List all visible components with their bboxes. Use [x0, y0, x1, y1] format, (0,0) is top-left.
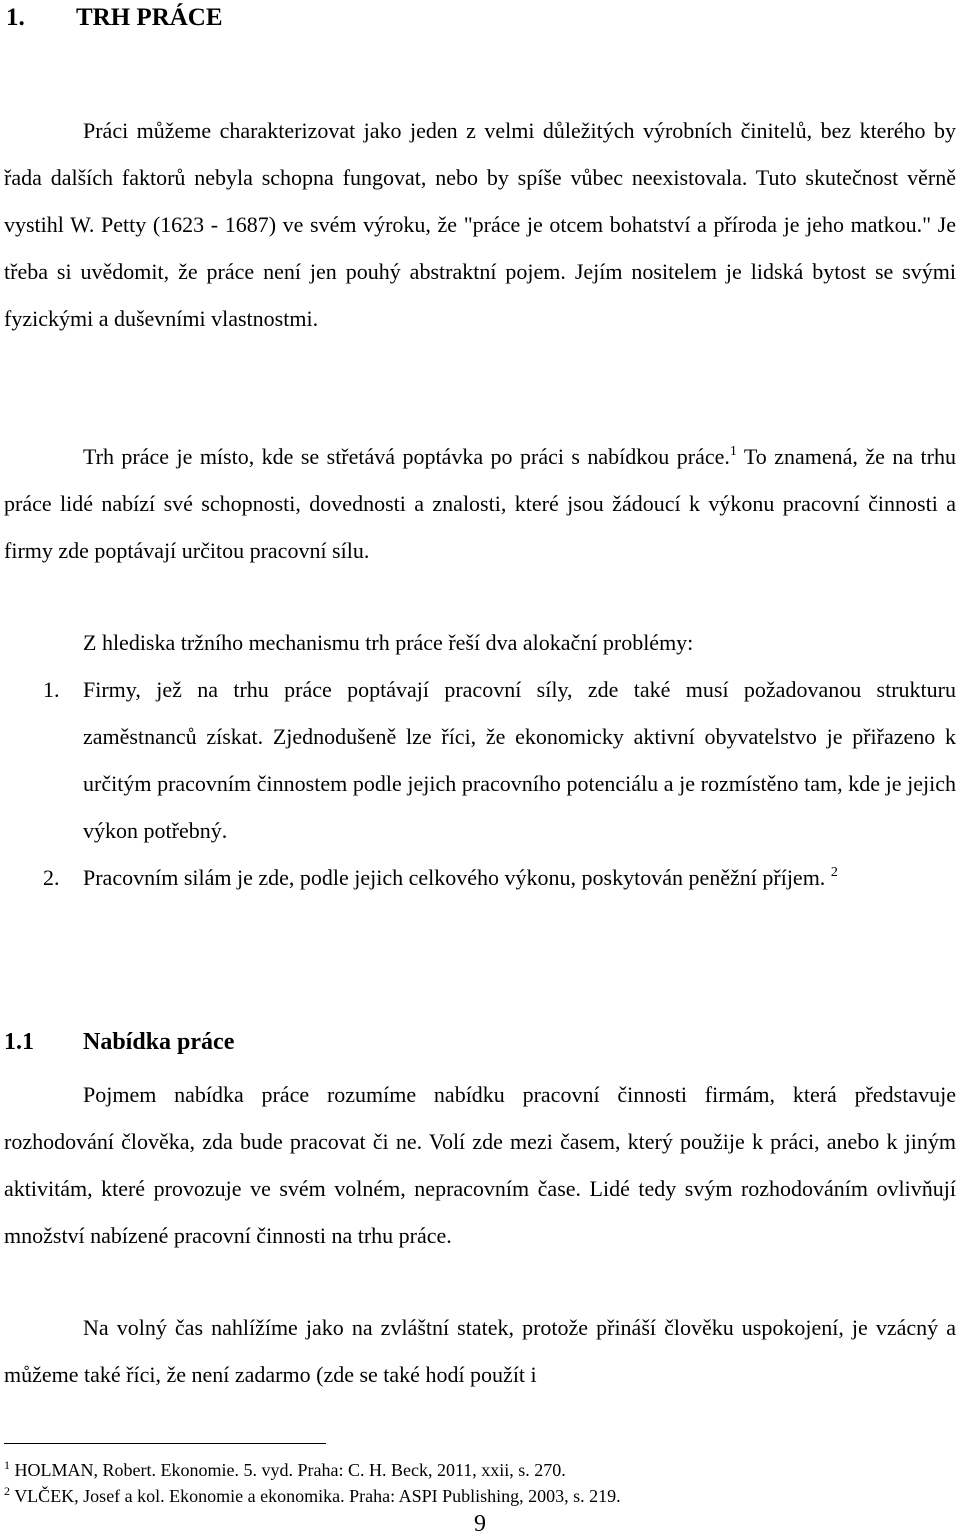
chapter-title: TRH PRÁCE	[76, 4, 223, 31]
footnote-ref-2[interactable]: 2	[830, 865, 838, 880]
paragraph-text-after-ref: To znamená, že na trhu práce lidé nabízí své schopnosti, dovednosti a znalosti, které jsou žádoucí k výkonu pracovní činnosti a firmy zde poptávají určitou pracovní sílu.	[4, 444, 956, 563]
footnote-number: 2	[4, 1484, 10, 1498]
footnote-1	[4, 1458, 566, 1482]
section-heading	[4, 1026, 234, 1058]
list-item-text: Pracovním silám je zde, podle jejich celkového výkonu, poskytován peněžní příjem.	[83, 865, 826, 890]
list-item	[4, 666, 956, 854]
footnote-text: VLČEK, Josef a kol. Ekonomie a ekonomika. Praha: ASPI Publishing, 2003, s. 219.	[14, 1486, 621, 1506]
footnote-text: HOLMAN, Robert. Ekonomie. 5. vyd. Praha: C. H. Beck, 2011, xxii, s. 270.	[14, 1460, 566, 1480]
list-marker: 2.	[43, 865, 60, 890]
allocation-problems-list	[4, 666, 956, 901]
list-marker: 1.	[43, 677, 60, 702]
paragraph-leisure: Na volný čas nahlížíme jako na zvláštní statek, protože přináší člověku uspokojení, je vzácný a můžeme také říci, že není zadarmo (zde se také hodí použít i	[4, 1315, 956, 1387]
chapter-heading	[6, 2, 223, 34]
footnote-separator	[4, 1443, 326, 1444]
paragraph-labor-market-definition	[4, 433, 956, 574]
footnote-ref-1[interactable]: 1	[729, 444, 737, 459]
paragraph-allocation-problems-intro: Z hlediska tržního mechanismu trh práce řeší dva alokační problémy:	[83, 630, 694, 655]
section-number: 1.1	[4, 1029, 34, 1055]
page-number: 9	[474, 1511, 486, 1537]
footnote-number: 1	[4, 1458, 10, 1472]
paragraph-intro: Práci můžeme charakterizovat jako jeden z velmi důležitých výrobních činitelů, bez kterého by řada dalších faktorů nebyla schopna fungovat, nebo by spíše vůbec neexistovala. Tuto skutečnost věrně vystihl W. Petty (1623 - 1687) ve svém výroku, že "práce je otcem bohatství a příroda je jeho matkou." Je třeba si uvědomit, že práce není jen pouhý abstraktní pojem. Jejím nositelem je lidská bytost se svými fyzickými a duševními vlastnostmi.	[4, 118, 956, 331]
list-item	[4, 854, 956, 901]
list-item-text: Firmy, jež na trhu práce poptávají pracovní síly, zde také musí požadovanou strukturu zaměstnanců získat. Zjednodušeně lze říci, že ekonomicky aktivní obyvatelstvo je přiřazeno k určitým pracovním činnostem podle jejich pracovního potenciálu a je rozmístěno tam, kde je jejich výkon potřebný.	[83, 677, 956, 843]
footnote-2	[4, 1484, 621, 1508]
section-title: Nabídka práce	[83, 1029, 235, 1055]
paragraph-labor-supply: Pojmem nabídka práce rozumíme nabídku pracovní činnosti firmám, která představuje rozhodování člověka, zda bude pracovat či ne. Volí zde mezi časem, který použije k práci, anebo k jiným aktivitám, které provozuje ve svém volném, nepracovním čase. Lidé tedy svým rozhodováním ovlivňují množství nabízené pracovní činnosti na trhu práce.	[4, 1082, 956, 1248]
paragraph-text-before-ref: Trh práce je místo, kde se střetává poptávka po práci s nabídkou práce.	[83, 444, 730, 469]
chapter-number: 1.	[6, 4, 25, 31]
